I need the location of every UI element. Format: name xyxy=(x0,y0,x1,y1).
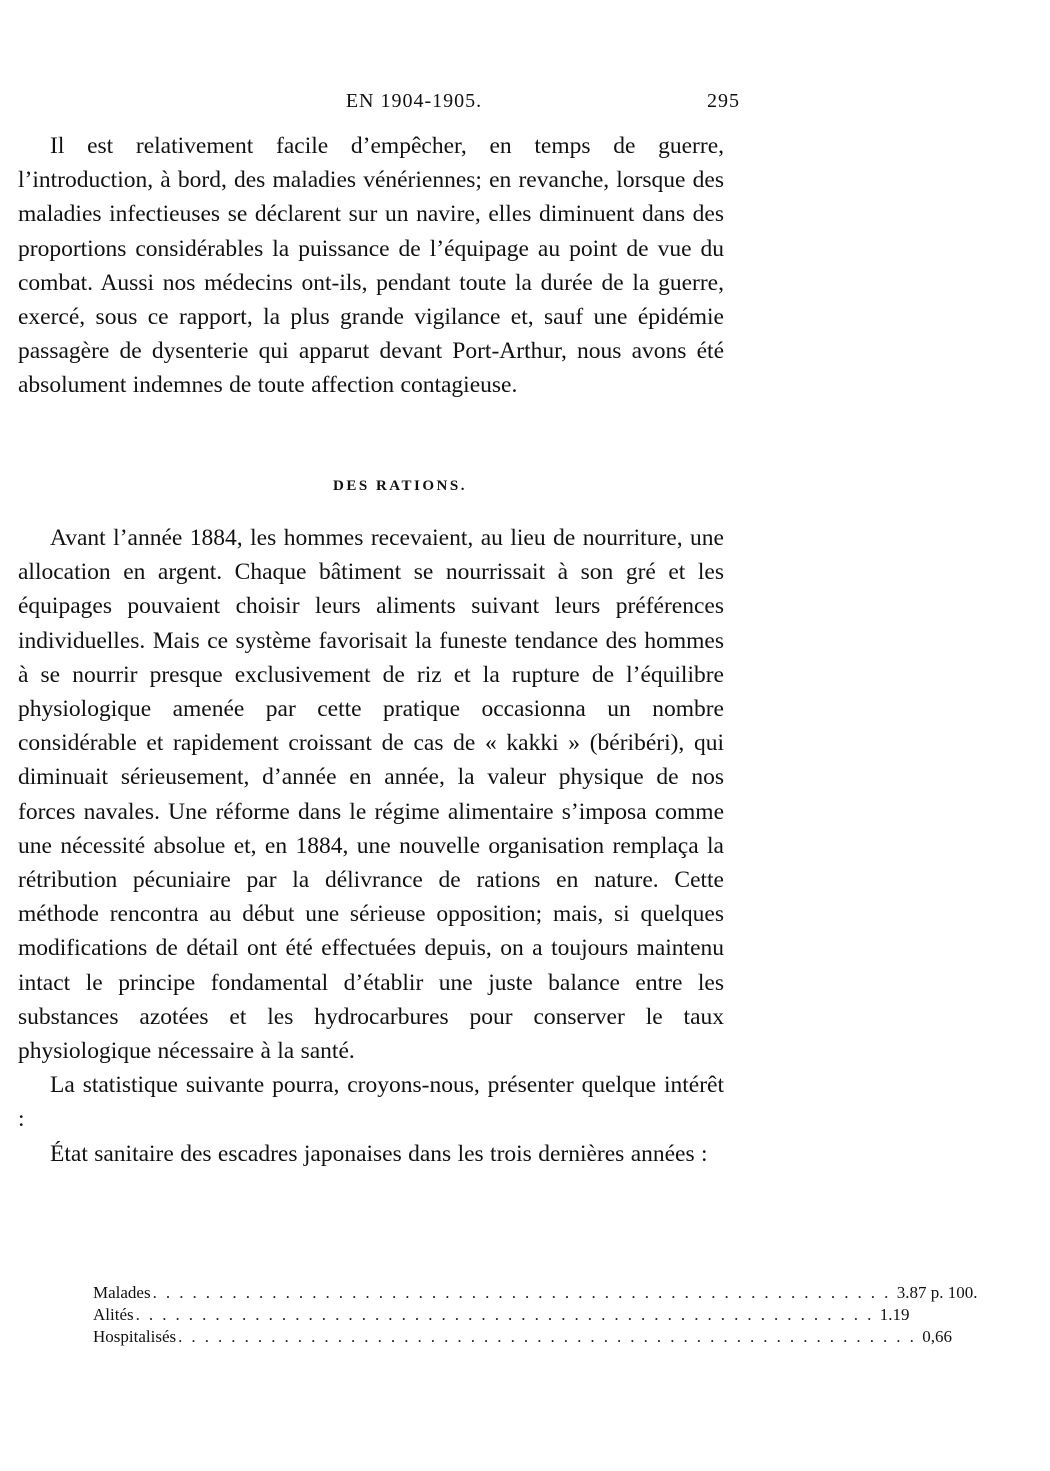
dot-leader: . . . . . . . . . . . . . . . . . . . . . . . . . . . . . . . . . . . . . . . . . . . . . . . . . . . . . . . . xyxy=(178,1327,917,1346)
dot-leader: . . . . . . . . . . . . . . . . . . . . . . . . . . . . . . . . . . . . . . . . . . . . . . . . . . . . . . . . xyxy=(135,1305,874,1324)
stat-value-alites: 1.19 xyxy=(879,1305,910,1324)
paragraph-statistics-caption: État sanitaire des escadres japonaises dans les trois dernières années : xyxy=(50,1140,708,1167)
page-number: 295 xyxy=(707,90,740,112)
stat-label-alites: Alités xyxy=(93,1305,134,1324)
paragraph-rations: Avant l’année 1884, les hommes recevaient, au lieu de nourriture, une allocation en argent. Chaque bâtiment se nourrissait à son gré et les équipages pouvaient choisir leurs aliments suivant leurs préférences individuelles. Mais ce système favorisait la funeste tendance des hommes à se nourrir presque exclusivement de riz et la rupture de l’équilibre physiologique amenée par cette pratique occasionna un nombre considérable et rapidement croissant de cas de « kakki » (béribéri), qui diminuait sérieusement, d’année en année, la valeur physique de nos forces navales. Une réforme dans le régime alimentaire s’imposa comme une nécessité absolue et, en 1884, une nouvelle organisation remplaça la rétribution pécuniaire par la délivrance de rations en nature. Cette méthode rencontra au début une sérieuse opposition; mais, si quelques modifications de détail ont été effectuées depuis, on a toujours maintenu intact le principe fondamental d’établir une juste balance entre les substances azotées et les hydrocarbures pour conserver le taux physiologique nécessaire à la santé. xyxy=(18,525,724,1065)
stat-label-hospitalises: Hospitalisés xyxy=(93,1327,177,1346)
running-head-title: EN 1904-1905. xyxy=(345,90,483,112)
table-row xyxy=(93,1304,910,1326)
table-row xyxy=(93,1326,953,1348)
stat-label-malades: Malades xyxy=(93,1283,151,1302)
paragraph-contagious-diseases: Il est relativement facile d’empêcher, en temps de guerre, l’introduction, à bord, des maladies vénériennes; en revanche, lorsque des maladies infectieuses se déclarent sur un navire, elles diminuent dans des proportions considérables la puissance de l’équipage au point de vue du combat. Aussi nos médecins ont-ils, pendant toute la durée de la guerre, exercé, sous ce rapport, la plus grande vigilance et, sauf une épidémie passagère de dysenterie qui apparut devant Port-Arthur, nous avons été absolument indemnes de toute affection contagieuse. xyxy=(18,133,724,399)
dot-leader: . . . . . . . . . . . . . . . . . . . . . . . . . . . . . . . . . . . . . . . . . . . . . . . . . . . . . . . . xyxy=(152,1283,891,1302)
stat-value-malades: 3.87 p. 100. xyxy=(896,1283,978,1302)
table-row xyxy=(93,1282,978,1304)
paragraph-block-1 xyxy=(18,129,724,403)
stat-value-hospitalises: 0,66 xyxy=(922,1327,953,1346)
paragraph-statistics-intro: La statistique suivante pourra, croyons-nous, présenter quelque intérêt : xyxy=(18,1072,724,1133)
running-head xyxy=(88,90,740,116)
section-heading: DES RATIONS. xyxy=(333,478,467,494)
paragraph-block-2 xyxy=(18,521,724,1171)
health-statistics-table xyxy=(93,1282,978,1348)
